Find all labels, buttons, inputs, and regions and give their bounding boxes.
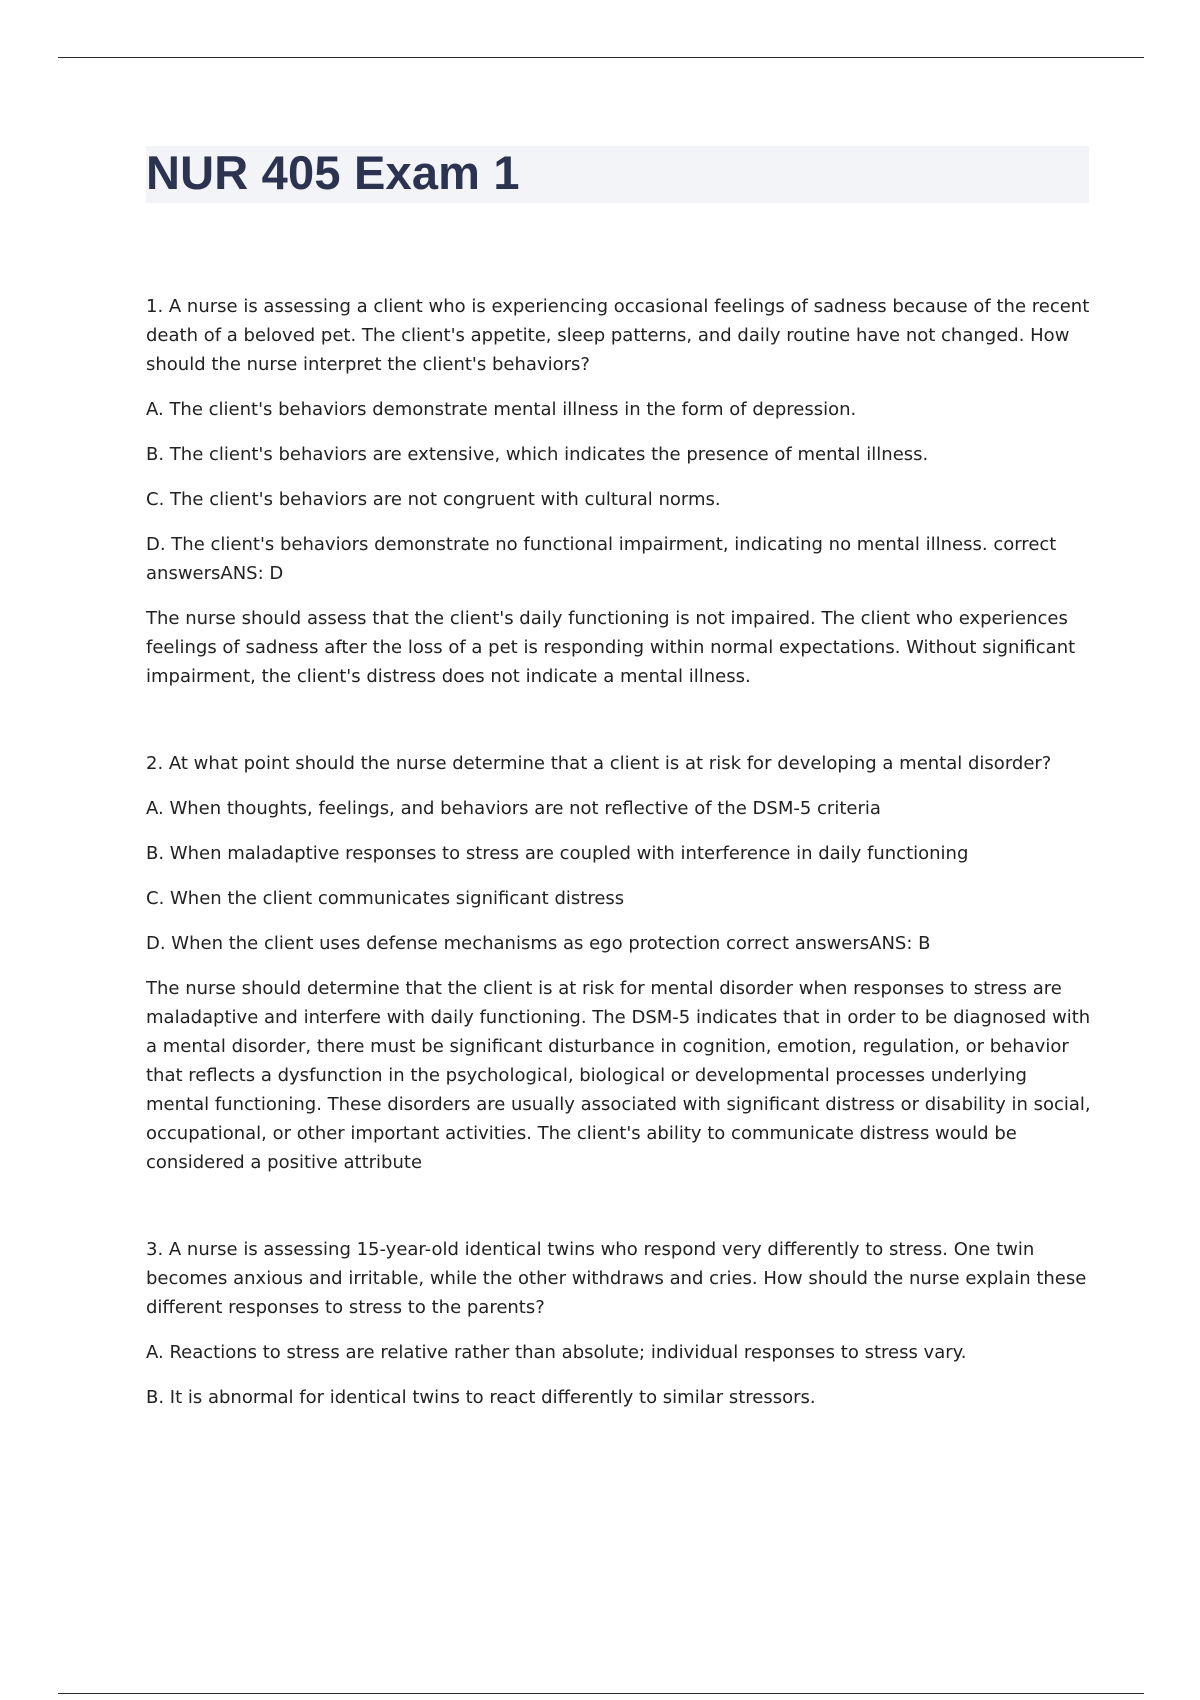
option-a: A. Reactions to stress are relative rather than absolute; individual responses to stress vary. [146,1342,967,1363]
option-d-with-answer: D. When the client uses defense mechanisms as ego protection correct answersANS: B [146,933,931,954]
option-a: A. When thoughts, feelings, and behaviors are not reflective of the DSM-5 criteria [146,798,881,819]
option-a: A. The client's behaviors demonstrate mental illness in the form of depression. [146,399,857,420]
option-b: B. The client's behaviors are extensive, which indicates the presence of mental illness. [146,444,929,465]
question-2 [146,749,1091,1177]
question-stem: 2. At what point should the nurse determine that a client is at risk for developing a mental disorder? [146,753,1052,774]
rationale: The nurse should determine that the client is at risk for mental disorder when responses to stress are maladaptive and interfere with daily functioning. The DSM-5 indicates that in order to be diagnosed with a mental disorder, there must be significant disturbance in cognition, emotion, regulation, or behavior that reflects a dysfunction in the psychological, biological or developmental processes underlying mental functioning. These disorders are usually associated with significant distress or disability in social, occupational, or other important activities. The client's ability to communicate distress would be considered a positive attribute [146,978,1091,1173]
option-d-with-answer: D. The client's behaviors demonstrate no functional impairment, indicating no mental illness. correct answersANS: D [146,534,1057,584]
question-stem: 1. A nurse is assessing a client who is experiencing occasional feelings of sadness because of the recent death of a beloved pet. The client's appetite, sleep patterns, and daily routine have not changed. How should the nurse interpret the client's behaviors? [146,296,1090,375]
option-c: C. When the client communicates significant distress [146,888,625,909]
option-c: C. The client's behaviors are not congruent with cultural norms. [146,489,721,510]
question-3 [146,1235,1091,1412]
top-rule [58,57,1144,58]
option-b: B. When maladaptive responses to stress are coupled with interference in daily functioning [146,843,969,864]
rationale: The nurse should assess that the client's daily functioning is not impaired. The client who experiences feelings of sadness after the loss of a pet is responding within normal expectations. Without significant impairment, the client's distress does not indicate a mental illness. [146,608,1076,687]
question-stem: 3. A nurse is assessing 15-year-old identical twins who respond very differently to stress. One twin becomes anxious and irritable, while the other withdraws and cries. How should the nurse explain these different responses to stress to the parents? [146,1239,1087,1318]
option-b: B. It is abnormal for identical twins to react differently to similar stressors. [146,1387,816,1408]
document-body [146,292,1091,1428]
question-1 [146,292,1091,691]
bottom-rule [58,1693,1144,1694]
document-title: NUR 405 Exam 1 [146,146,520,199]
